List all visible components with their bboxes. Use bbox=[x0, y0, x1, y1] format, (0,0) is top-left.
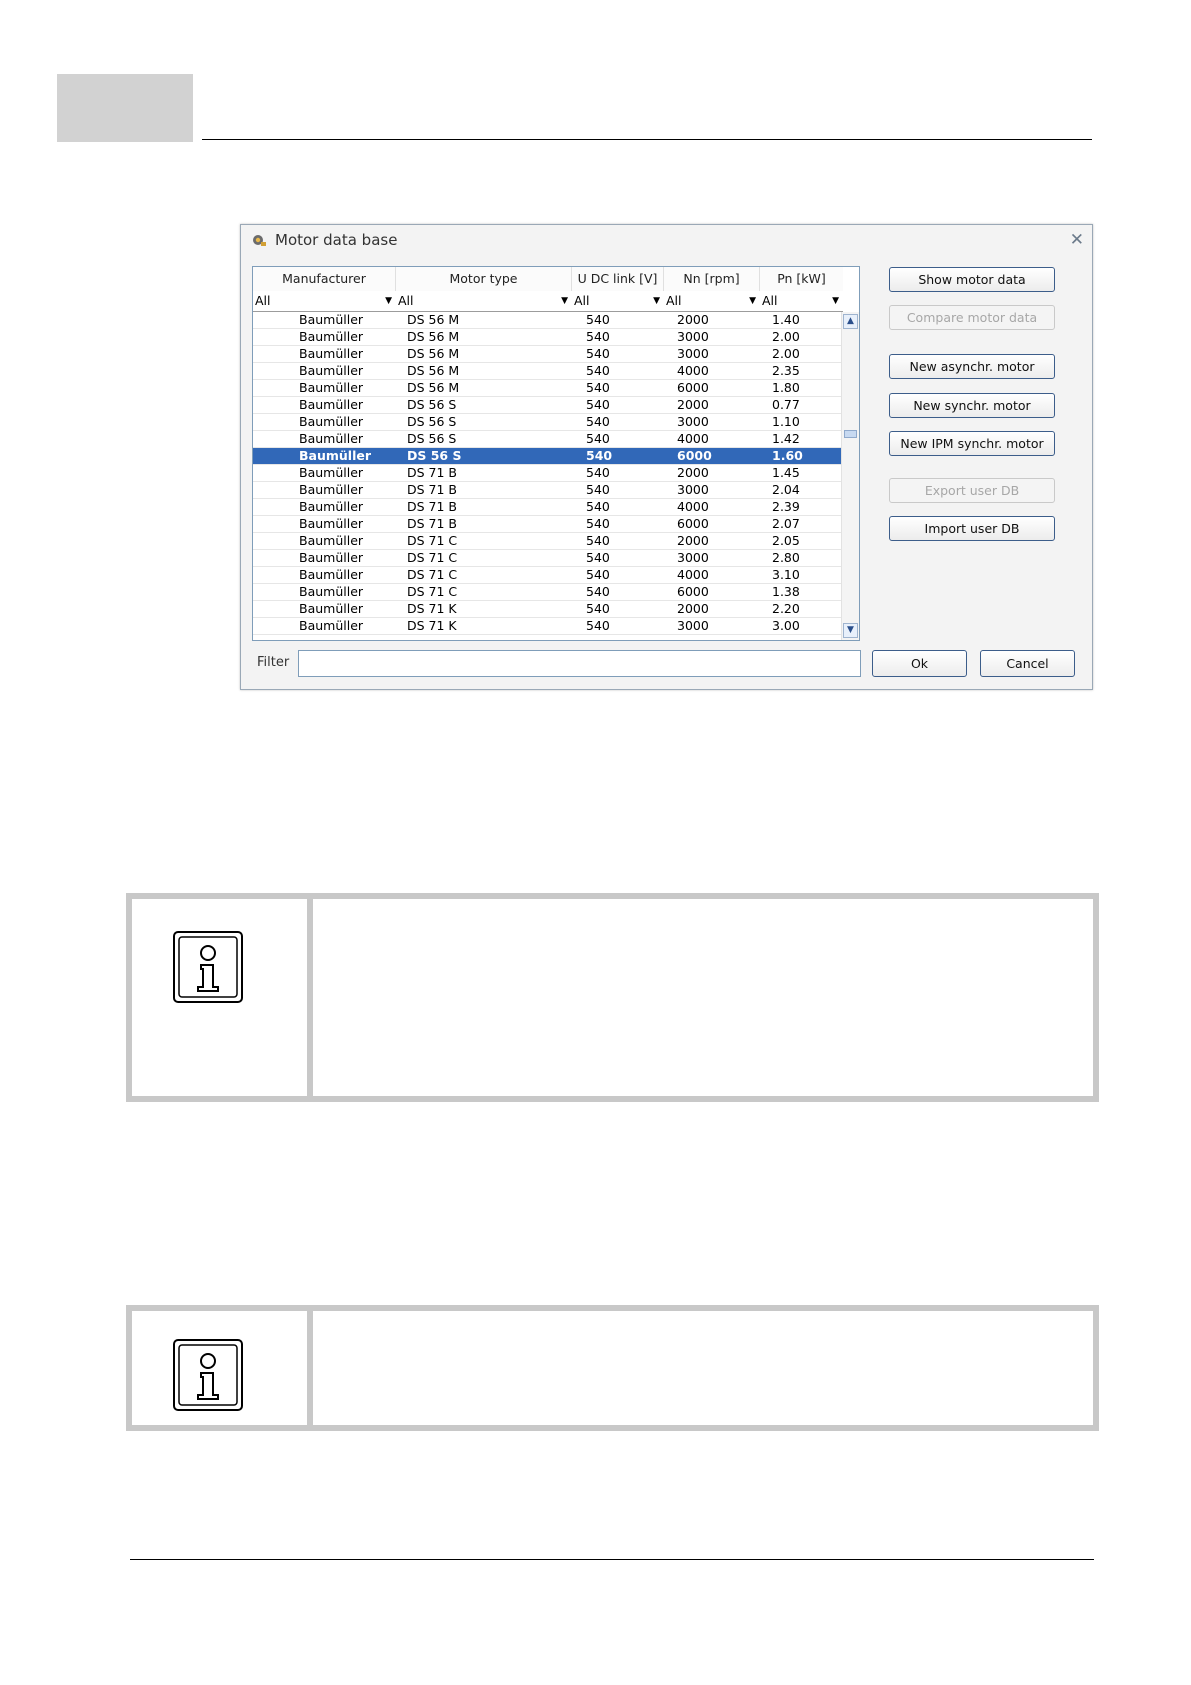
cell-manufacturer: Baumüller bbox=[299, 363, 364, 378]
table-row[interactable] bbox=[253, 601, 843, 618]
cell-pn: 2.05 bbox=[772, 533, 800, 548]
scrollbar-thumb[interactable] bbox=[844, 430, 857, 438]
cell-pn: 0.77 bbox=[772, 397, 800, 412]
cell-u-dc-link: 540 bbox=[586, 499, 610, 514]
cell-nn: 4000 bbox=[677, 499, 709, 514]
filter-value: All bbox=[762, 293, 778, 308]
table-row[interactable] bbox=[253, 312, 843, 329]
cell-manufacturer: Baumüller bbox=[299, 329, 364, 344]
cell-nn: 4000 bbox=[677, 363, 709, 378]
cell-nn: 6000 bbox=[677, 584, 709, 599]
table-row[interactable] bbox=[253, 363, 843, 380]
cell-motor-type: DS 56 S bbox=[407, 448, 462, 463]
cell-manufacturer: Baumüller bbox=[299, 618, 364, 633]
cell-motor-type: DS 56 M bbox=[407, 363, 460, 378]
cell-u-dc-link: 540 bbox=[586, 397, 610, 412]
import-user-db-button[interactable]: Import user DB bbox=[889, 516, 1055, 541]
filter-value: All bbox=[666, 293, 682, 308]
column-header-manufacturer[interactable]: Manufacturer bbox=[253, 267, 396, 291]
dialog-title: Motor data base bbox=[275, 231, 398, 249]
column-header-pn[interactable]: Pn [kW] bbox=[777, 271, 826, 286]
cell-pn: 2.39 bbox=[772, 499, 800, 514]
column-header-motor-type[interactable]: Motor type bbox=[396, 267, 572, 291]
cancel-button[interactable]: Cancel bbox=[980, 650, 1075, 677]
cell-u-dc-link: 540 bbox=[586, 312, 610, 327]
cell-u-dc-link: 540 bbox=[586, 550, 610, 565]
cell-nn: 2000 bbox=[677, 601, 709, 616]
cell-manufacturer: Baumüller bbox=[299, 533, 364, 548]
cell-pn: 2.04 bbox=[772, 482, 800, 497]
table-row[interactable] bbox=[253, 584, 843, 601]
table-row[interactable] bbox=[253, 516, 843, 533]
cell-pn: 2.00 bbox=[772, 346, 800, 361]
filter-row bbox=[253, 291, 843, 312]
new-ipm-synchr-motor-button[interactable]: New IPM synchr. motor bbox=[889, 431, 1055, 456]
cell-manufacturer: Baumüller bbox=[299, 380, 364, 395]
show-motor-data-button[interactable]: Show motor data bbox=[889, 267, 1055, 292]
table-row[interactable] bbox=[253, 499, 843, 516]
info-icon bbox=[173, 1339, 243, 1411]
cell-manufacturer: Baumüller bbox=[299, 567, 364, 582]
cell-u-dc-link: 540 bbox=[586, 346, 610, 361]
info-box-divider bbox=[307, 899, 313, 1096]
table-scrollbar[interactable] bbox=[841, 312, 859, 640]
cell-pn: 2.20 bbox=[772, 601, 800, 616]
motor-icon bbox=[251, 233, 267, 247]
cell-u-dc-link: 540 bbox=[586, 448, 613, 463]
table-body bbox=[253, 312, 843, 635]
cell-manufacturer: Baumüller bbox=[299, 414, 364, 429]
motor-table bbox=[252, 266, 860, 641]
cell-nn: 3000 bbox=[677, 414, 709, 429]
cell-motor-type: DS 56 S bbox=[407, 431, 457, 446]
cell-u-dc-link: 540 bbox=[586, 567, 610, 582]
cell-nn: 6000 bbox=[677, 380, 709, 395]
cell-u-dc-link: 540 bbox=[586, 601, 610, 616]
cell-u-dc-link: 540 bbox=[586, 431, 610, 446]
page-corner-box bbox=[57, 74, 193, 142]
cell-pn: 2.35 bbox=[772, 363, 800, 378]
cell-nn: 2000 bbox=[677, 533, 709, 548]
footer-rule bbox=[130, 1559, 1094, 1560]
cell-manufacturer: Baumüller bbox=[299, 584, 364, 599]
cell-nn: 4000 bbox=[677, 431, 709, 446]
cell-motor-type: DS 71 K bbox=[407, 618, 457, 633]
cell-manufacturer: Baumüller bbox=[299, 516, 364, 531]
cell-pn: 2.07 bbox=[772, 516, 800, 531]
filter-dropdown-motor-type[interactable] bbox=[396, 291, 572, 311]
cell-motor-type: DS 56 S bbox=[407, 397, 457, 412]
table-row[interactable] bbox=[253, 397, 843, 414]
dropdown-arrow-icon: ▼ bbox=[653, 296, 660, 306]
new-synchr-motor-button[interactable]: New synchr. motor bbox=[889, 393, 1055, 418]
table-row[interactable] bbox=[253, 346, 843, 363]
cell-motor-type: DS 71 C bbox=[407, 584, 458, 599]
table-row[interactable] bbox=[253, 567, 843, 584]
cell-manufacturer: Baumüller bbox=[299, 346, 364, 361]
filter-value: All bbox=[255, 293, 271, 308]
cell-motor-type: DS 56 M bbox=[407, 329, 460, 344]
cell-nn: 6000 bbox=[677, 516, 709, 531]
scroll-down-icon[interactable]: ▼ bbox=[843, 623, 858, 638]
cell-motor-type: DS 71 B bbox=[407, 482, 457, 497]
filter-value: All bbox=[574, 293, 590, 308]
cell-u-dc-link: 540 bbox=[586, 516, 610, 531]
cell-nn: 3000 bbox=[677, 550, 709, 565]
cell-manufacturer: Baumüller bbox=[299, 499, 364, 514]
cell-motor-type: DS 71 C bbox=[407, 567, 458, 582]
cell-pn: 1.80 bbox=[772, 380, 800, 395]
compare-motor-data-button[interactable]: Compare motor data bbox=[889, 305, 1055, 330]
ok-button[interactable]: Ok bbox=[872, 650, 967, 677]
cell-u-dc-link: 540 bbox=[586, 329, 610, 344]
dropdown-arrow-icon: ▼ bbox=[561, 296, 568, 306]
cell-pn: 2.80 bbox=[772, 550, 800, 565]
cell-manufacturer: Baumüller bbox=[299, 448, 371, 463]
info-note-box bbox=[126, 1305, 1099, 1431]
cell-motor-type: DS 56 M bbox=[407, 380, 460, 395]
cell-nn: 3000 bbox=[677, 618, 709, 633]
motor-database-dialog bbox=[240, 224, 1093, 690]
cell-pn: 3.10 bbox=[772, 567, 800, 582]
cell-manufacturer: Baumüller bbox=[299, 312, 364, 327]
cell-pn: 1.40 bbox=[772, 312, 800, 327]
cell-nn: 2000 bbox=[677, 312, 709, 327]
dialog-titlebar bbox=[241, 225, 1092, 255]
table-row[interactable] bbox=[253, 550, 843, 567]
cell-manufacturer: Baumüller bbox=[299, 465, 364, 480]
cell-manufacturer: Baumüller bbox=[299, 550, 364, 565]
cell-motor-type: DS 56 M bbox=[407, 312, 460, 327]
filter-label: Filter bbox=[257, 655, 290, 670]
dropdown-arrow-icon: ▼ bbox=[832, 296, 839, 306]
cell-pn: 1.10 bbox=[772, 414, 800, 429]
cell-motor-type: DS 71 C bbox=[407, 533, 458, 548]
export-user-db-button[interactable]: Export user DB bbox=[889, 478, 1055, 503]
cell-nn: 3000 bbox=[677, 346, 709, 361]
cell-nn: 6000 bbox=[677, 448, 712, 463]
cell-manufacturer: Baumüller bbox=[299, 397, 364, 412]
cell-manufacturer: Baumüller bbox=[299, 601, 364, 616]
cell-u-dc-link: 540 bbox=[586, 533, 610, 548]
cell-nn: 3000 bbox=[677, 482, 709, 497]
cell-u-dc-link: 540 bbox=[586, 414, 610, 429]
cell-u-dc-link: 540 bbox=[586, 618, 610, 633]
cell-pn: 3.00 bbox=[772, 618, 800, 633]
table-row[interactable] bbox=[253, 618, 843, 635]
dropdown-arrow-icon: ▼ bbox=[385, 296, 392, 306]
table-row[interactable] bbox=[253, 533, 843, 550]
cell-manufacturer: Baumüller bbox=[299, 431, 364, 446]
cell-motor-type: DS 71 B bbox=[407, 465, 457, 480]
cell-pn: 1.45 bbox=[772, 465, 800, 480]
cell-u-dc-link: 540 bbox=[586, 465, 610, 480]
cell-nn: 3000 bbox=[677, 329, 709, 344]
cell-pn: 1.38 bbox=[772, 584, 800, 599]
cell-nn: 2000 bbox=[677, 465, 709, 480]
table-row[interactable] bbox=[253, 448, 843, 465]
table-row[interactable] bbox=[253, 482, 843, 499]
table-header bbox=[253, 267, 843, 292]
close-icon[interactable]: ✕ bbox=[1069, 230, 1084, 250]
cell-u-dc-link: 540 bbox=[586, 482, 610, 497]
cell-pn: 1.42 bbox=[772, 431, 800, 446]
header-rule bbox=[202, 139, 1092, 140]
dropdown-arrow-icon: ▼ bbox=[749, 296, 756, 306]
cell-u-dc-link: 540 bbox=[586, 380, 610, 395]
table-row[interactable] bbox=[253, 465, 843, 482]
cell-pn: 1.60 bbox=[772, 448, 803, 463]
cell-motor-type: DS 71 B bbox=[407, 516, 457, 531]
cell-motor-type: DS 71 K bbox=[407, 601, 457, 616]
filter-dropdown-u-dc-link[interactable] bbox=[572, 291, 664, 311]
column-header-u-dc-link[interactable]: U DC link [V] bbox=[572, 267, 664, 291]
cell-nn: 4000 bbox=[677, 567, 709, 582]
cell-nn: 2000 bbox=[677, 397, 709, 412]
scroll-up-icon[interactable]: ▲ bbox=[843, 314, 858, 329]
cell-motor-type: DS 71 C bbox=[407, 550, 458, 565]
filter-dropdown-pn[interactable] bbox=[760, 291, 843, 311]
table-row[interactable] bbox=[253, 380, 843, 397]
filter-input[interactable] bbox=[298, 650, 861, 677]
cell-motor-type: DS 56 M bbox=[407, 346, 460, 361]
table-row[interactable] bbox=[253, 329, 843, 346]
cell-u-dc-link: 540 bbox=[586, 584, 610, 599]
table-row[interactable] bbox=[253, 431, 843, 448]
cell-motor-type: DS 71 B bbox=[407, 499, 457, 514]
cell-manufacturer: Baumüller bbox=[299, 482, 364, 497]
info-note-box bbox=[126, 893, 1099, 1102]
filter-dropdown-manufacturer[interactable] bbox=[253, 291, 396, 311]
info-box-divider bbox=[307, 1311, 313, 1425]
cell-motor-type: DS 56 S bbox=[407, 414, 457, 429]
cell-pn: 2.00 bbox=[772, 329, 800, 344]
cell-u-dc-link: 540 bbox=[586, 363, 610, 378]
new-asynchr-motor-button[interactable]: New asynchr. motor bbox=[889, 354, 1055, 379]
filter-dropdown-nn[interactable] bbox=[664, 291, 760, 311]
column-header-nn[interactable]: Nn [rpm] bbox=[664, 267, 760, 291]
filter-value: All bbox=[398, 293, 414, 308]
table-row[interactable] bbox=[253, 414, 843, 431]
info-icon bbox=[173, 931, 243, 1003]
